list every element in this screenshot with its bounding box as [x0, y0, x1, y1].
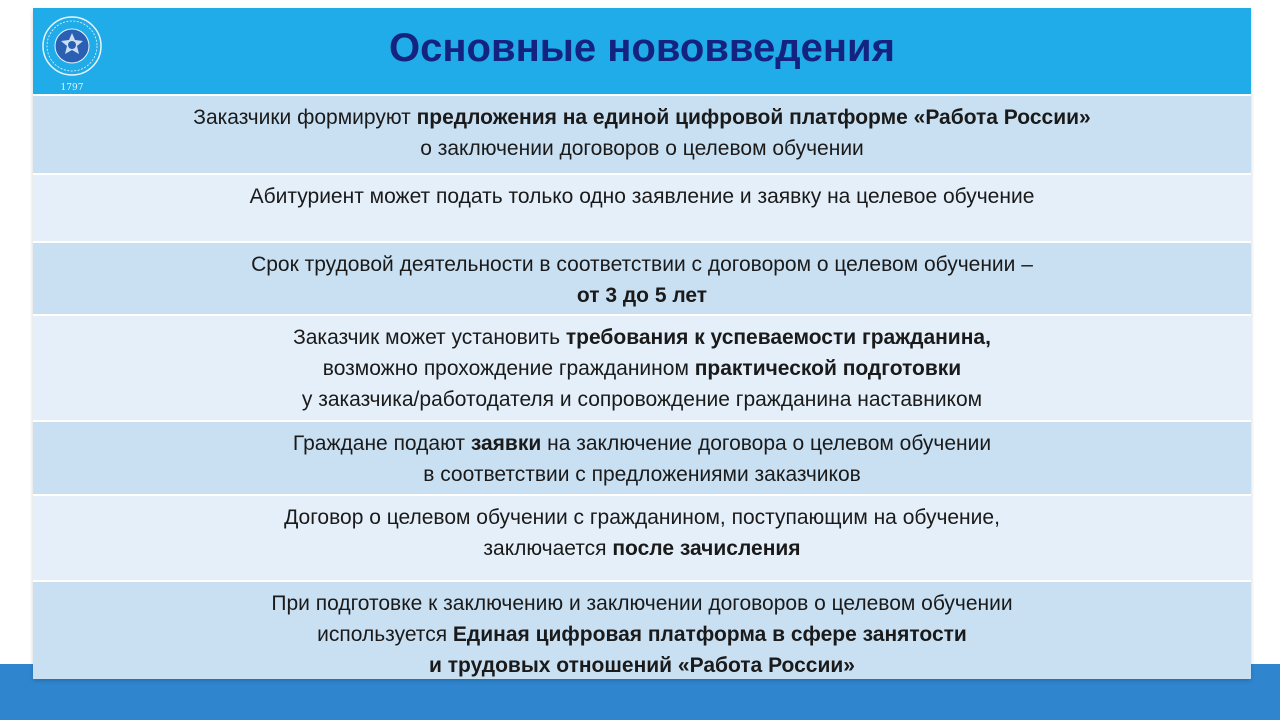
text-segment: При подготовке к заключению и заключении договоров о целевом обучении — [271, 592, 1013, 615]
row-line — [271, 619, 1012, 650]
bold-text: от 3 до 5 лет — [576, 284, 708, 307]
text-segment: у заказчика/работодателя и сопровождение гражданина наставником — [301, 388, 983, 411]
row-line — [293, 459, 991, 490]
table-row — [33, 94, 1251, 173]
text-segment: Срок трудовой деятельности в соответствии с договором о целевом обучении – — [251, 253, 1033, 276]
row-line — [293, 353, 991, 384]
row-text — [293, 422, 991, 490]
text-segment: Заказчики формируют — [193, 106, 417, 129]
bold-text: после зачисления — [612, 537, 801, 560]
table-header — [33, 8, 1251, 94]
bold-text: заявки — [470, 432, 542, 455]
page-title: Основные нововведения — [389, 26, 895, 70]
row-line — [293, 384, 991, 415]
bold-text: практической подготовки — [694, 357, 962, 380]
row-line — [284, 502, 1000, 533]
row-text — [250, 175, 1035, 212]
row-line — [271, 588, 1012, 619]
row-line — [251, 249, 1033, 280]
text-segment: Абитуриент может подать только одно заявление и заявку на целевое обучение — [249, 185, 1035, 208]
row-text — [193, 96, 1090, 164]
text-segment: на заключение договора о целевом обучении — [541, 432, 992, 455]
text-segment: Граждане подают — [292, 432, 471, 455]
row-text — [271, 582, 1012, 681]
text-segment: о заключении договоров о целевом обучении — [420, 137, 864, 160]
table-row — [33, 494, 1251, 580]
logo-year: 1797 — [60, 83, 84, 93]
row-line — [293, 428, 991, 459]
row-line — [271, 650, 1012, 681]
row-line — [293, 322, 991, 353]
row-line — [193, 133, 1090, 164]
text-segment: заключается — [483, 537, 613, 560]
row-line — [250, 181, 1035, 212]
bold-text: требования к успеваемости гражданина, — [565, 326, 991, 349]
table-row — [33, 173, 1251, 241]
table-row — [33, 314, 1251, 420]
text-segment: возможно прохождение гражданином — [322, 357, 695, 380]
bold-text: предложения на единой цифровой платформе «Работа России» — [416, 106, 1091, 129]
row-text — [293, 316, 991, 415]
innovations-table — [33, 8, 1251, 679]
bold-text: Единая цифровая платформа в сфере занятости — [452, 623, 967, 646]
table-row — [33, 241, 1251, 314]
text-segment: Заказчик может установить — [293, 326, 566, 349]
row-text — [251, 243, 1033, 311]
table-row — [33, 580, 1251, 679]
row-text — [284, 496, 1000, 564]
text-segment: Договор о целевом обучении с гражданином, поступающим на обучение, — [284, 506, 1000, 529]
table-row — [33, 420, 1251, 494]
text-segment: в соответствии с предложениями заказчиков — [423, 463, 861, 486]
row-line — [251, 280, 1033, 311]
row-line — [193, 102, 1090, 133]
bold-text: и трудовых отношений «Работа России» — [429, 654, 855, 677]
text-segment: используется — [317, 623, 453, 646]
row-line — [284, 533, 1000, 564]
